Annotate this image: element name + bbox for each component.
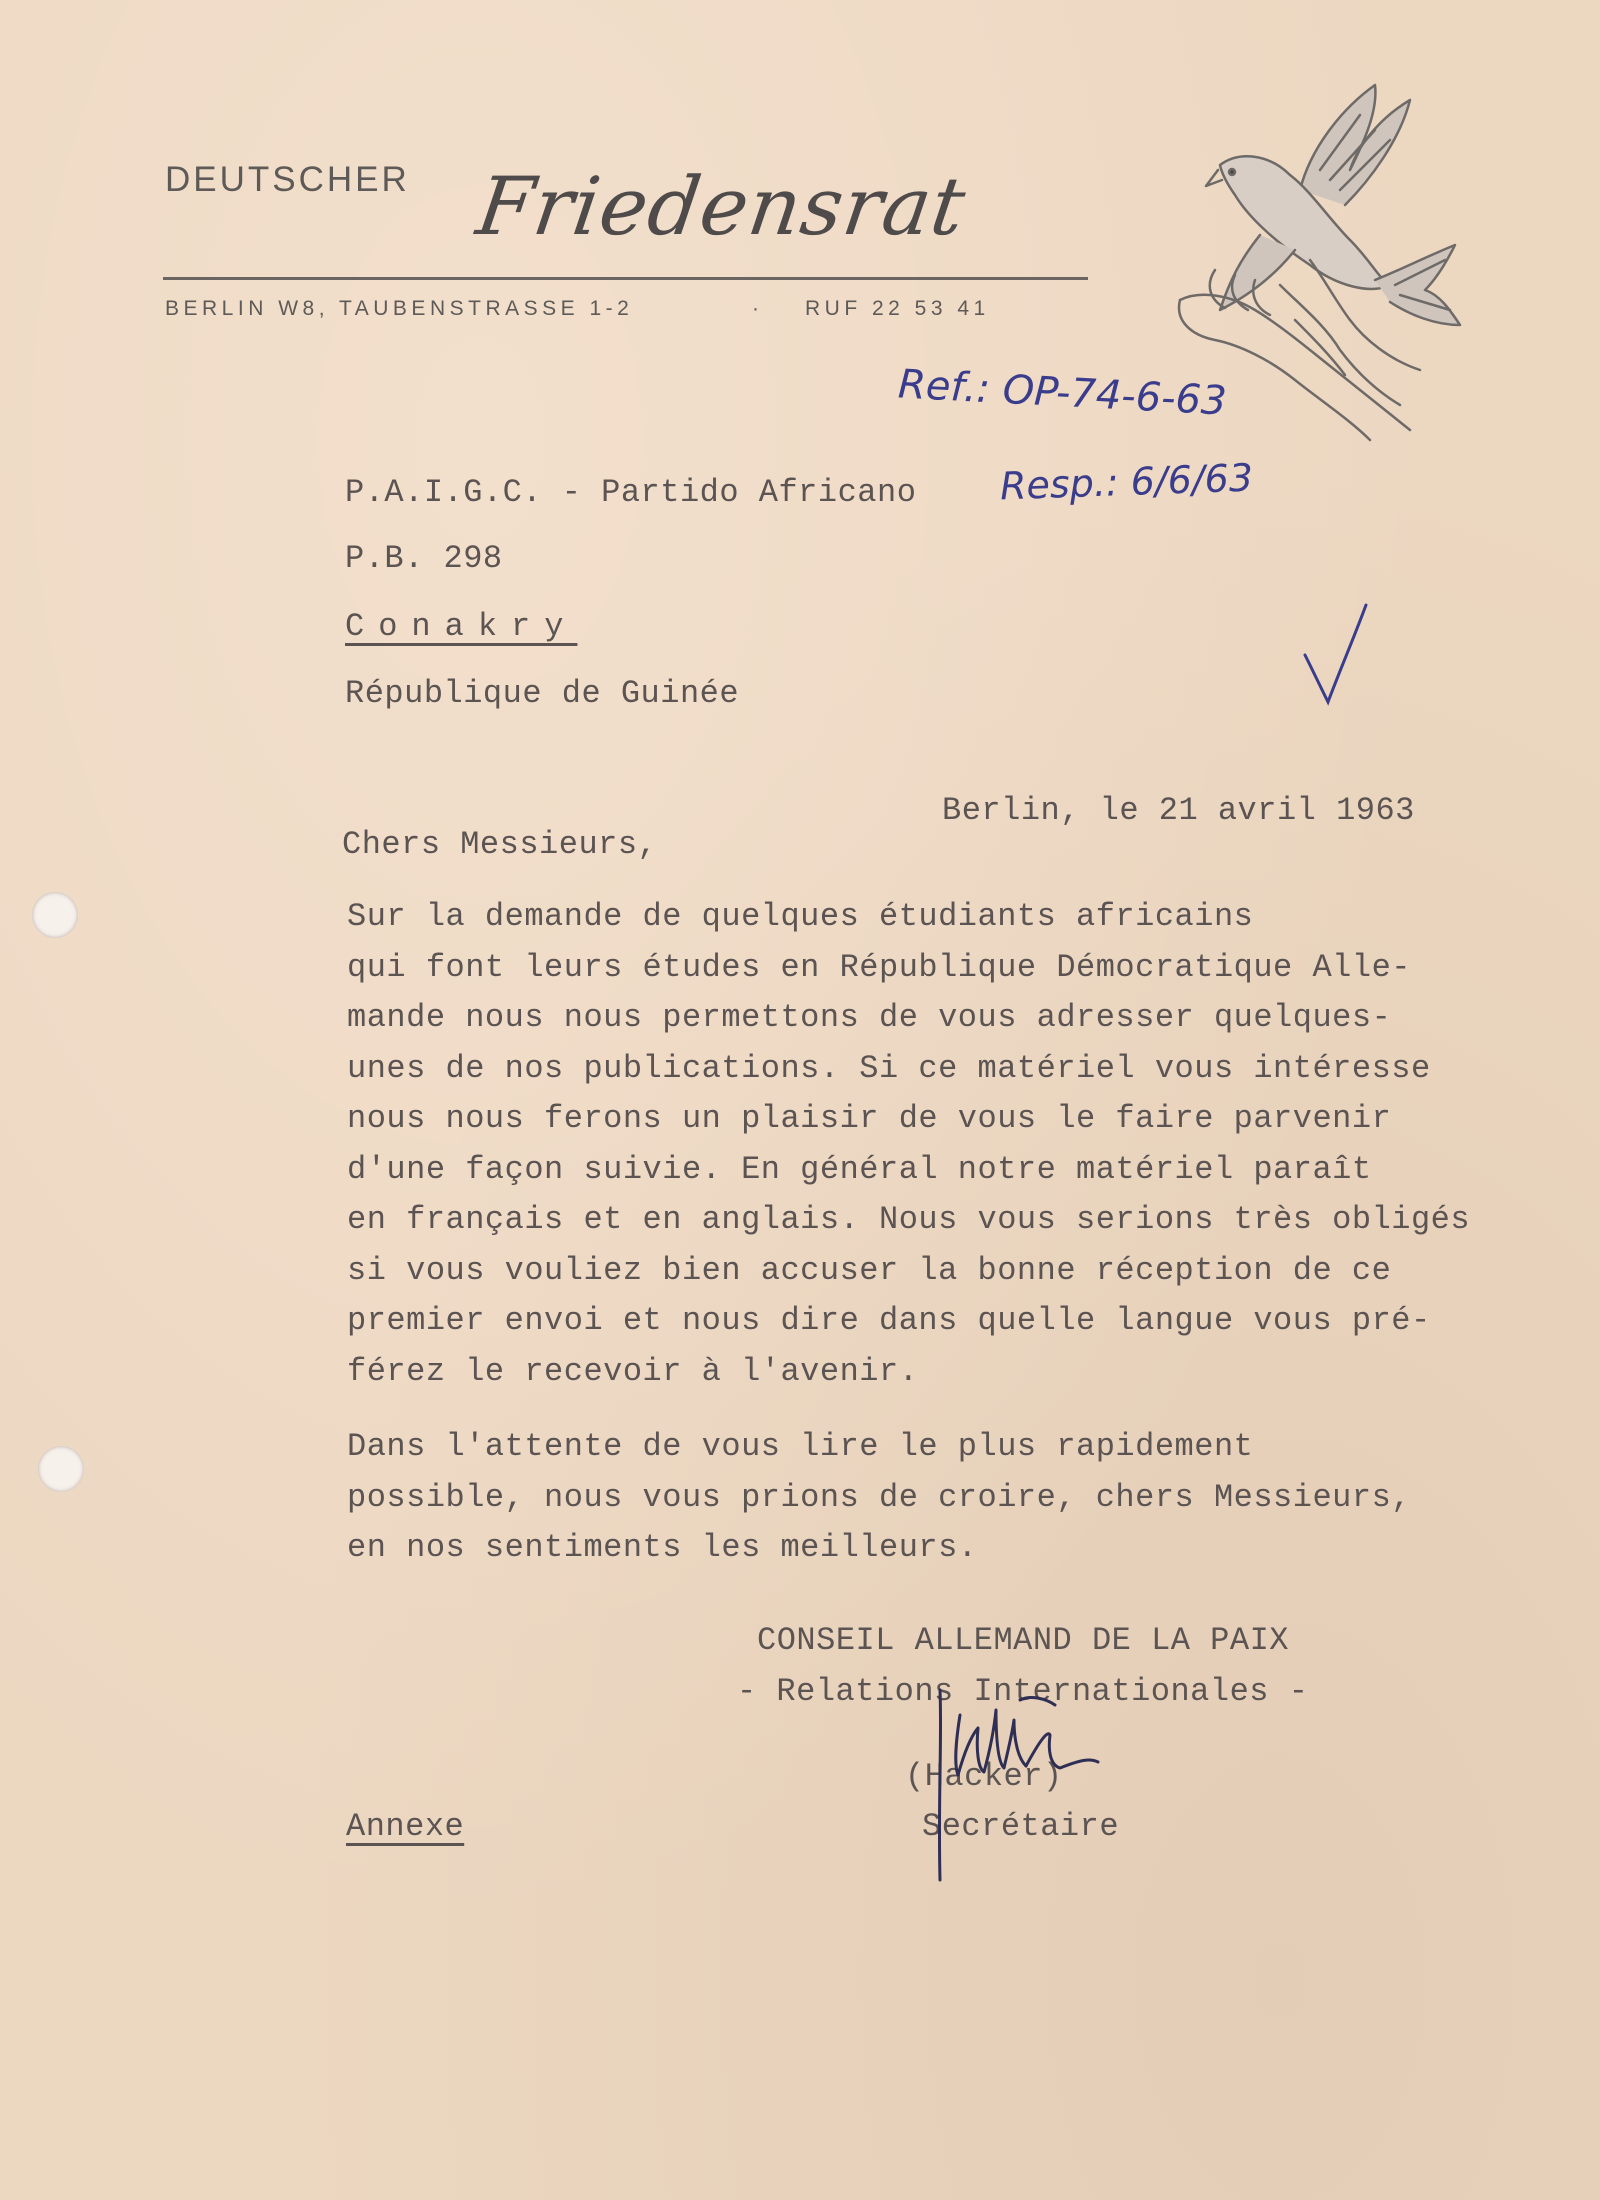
punch-hole: [38, 1446, 84, 1492]
letterhead-address: BERLIN W8, TAUBENSTRASSE 1-2: [165, 297, 634, 320]
body-paragraph-1: Sur la demande de quelques étudiants africains qui font leurs études en République Démocratique Alle- mande nous nous permettons de vous adresser quelques- unes de nos publications. Si ce matériel vous intéresse nous nous ferons un plaisir de vous le faire parvenir d'une façon suivie. En général notre matériel paraît en français et en anglais. Nous vous serions très obligés si vous vouliez bien accuser la bonne réception de ce premier envoi et nous dire dans quelle langue vous pré- férez le recevoir à l'avenir.: [347, 898, 1471, 1390]
handwritten-signature: [880, 1680, 1140, 1890]
signature-department: - Relations Internationales -: [737, 1673, 1309, 1710]
letterhead-org-script: Friedensrat: [471, 160, 972, 253]
signatory-title: Secrétaire: [922, 1808, 1120, 1845]
recipient-country: République de Guinée: [345, 675, 740, 712]
recipient-city: Conakry: [345, 608, 578, 645]
salutation: Chers Messieurs,: [342, 826, 658, 863]
letterhead-phone: RUF 22 53 41: [805, 297, 990, 320]
signature-organization: CONSEIL ALLEMAND DE LA PAIX: [757, 1622, 1289, 1659]
handwritten-response-date: Resp.: 6/6/63: [999, 455, 1254, 509]
recipient-line2: P.B. 298: [345, 540, 503, 577]
signatory-name: (Hacker): [905, 1758, 1063, 1795]
body-paragraph-2: Dans l'attente de vous lire le plus rapidement possible, nous vous prions de croire, chers Messieurs, en nos sentiments les meilleurs.: [347, 1428, 1411, 1566]
punch-hole: [32, 892, 78, 938]
letterhead-separator: ·: [752, 297, 759, 320]
enclosure-note: Annexe: [346, 1808, 465, 1845]
recipient-line1: P.A.I.G.C. - Partido Africano: [345, 474, 917, 511]
checkmark-icon: [1300, 600, 1370, 710]
letterhead-divider: [163, 277, 1088, 280]
letterhead-org-prefix: DEUTSCHER: [165, 160, 410, 199]
letter-date: Berlin, le 21 avril 1963: [942, 792, 1415, 829]
handwritten-reference: Ref.: OP-74-6-63: [897, 361, 1228, 425]
